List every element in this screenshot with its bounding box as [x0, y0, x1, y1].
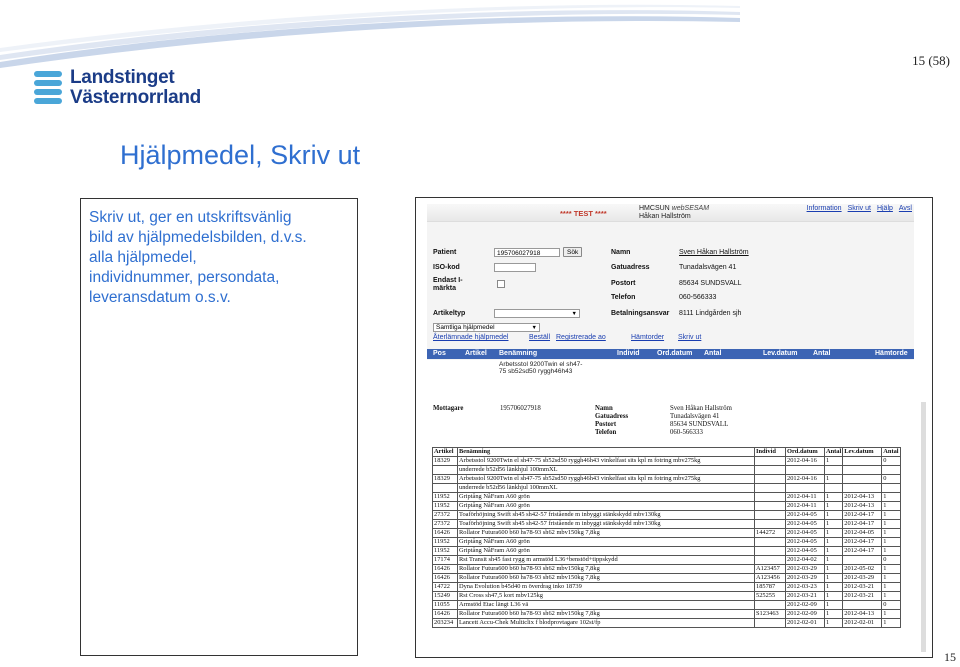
table-cell: 2012-04-17	[843, 520, 882, 529]
table-row	[433, 466, 901, 475]
table-cell: 18329	[433, 457, 458, 466]
table-cell: Rollator Futura600 b60 hs78-93 sh62 mbv150kg 7,8kg	[458, 529, 755, 538]
system-name: HMCSUN	[639, 205, 670, 212]
table-row	[433, 610, 901, 619]
table-cell	[843, 484, 882, 493]
patient-form	[427, 222, 914, 340]
table-cell: underrede b52d56 länkhjul 100mmXL	[458, 466, 755, 475]
logo-line-2: Västernorrland	[70, 87, 201, 108]
table-cell	[433, 484, 458, 493]
table-cell: Dyna Evolution b45d40 m överdrag inko 18739	[458, 583, 755, 592]
table-cell: 16426	[433, 565, 458, 574]
table-row	[433, 493, 901, 502]
table-row	[433, 529, 901, 538]
system-product: webSESAM	[671, 205, 710, 212]
search-button[interactable]: Sök	[563, 247, 582, 257]
table-cell: 2012-03-29	[786, 574, 825, 583]
table-cell: S123463	[755, 610, 786, 619]
table-row	[433, 574, 901, 583]
table-cell: 185787	[755, 583, 786, 592]
logo-waves-icon	[34, 69, 62, 107]
gatu-label: Gatuadress	[595, 413, 629, 420]
iso-label: ISO-kod	[433, 264, 460, 271]
table-cell: 0	[882, 457, 900, 466]
table-cell	[843, 556, 882, 565]
slide-number: 15	[944, 650, 956, 664]
endast-checkbox[interactable]	[497, 280, 505, 288]
telefon-label: Telefon	[595, 429, 617, 436]
table-cell: 2012-03-23	[786, 583, 825, 592]
description-line: Skriv ut, ger en utskriftsvänlig	[89, 209, 292, 226]
table-cell	[825, 484, 843, 493]
telefon-label: Telefon	[611, 294, 636, 301]
table-cell: 1	[825, 583, 843, 592]
table-cell: 2012-02-01	[843, 619, 882, 628]
nav-help[interactable]: Hjälp	[876, 205, 893, 212]
table-header	[427, 349, 914, 359]
table-cell: Rollator Futura600 b60 hs78-93 sh62 mbv150kg 7,8kg	[458, 610, 755, 619]
th-antal: Antal	[826, 448, 842, 455]
table-cell	[843, 466, 882, 475]
table-cell	[755, 457, 786, 466]
table-cell: 1	[825, 520, 843, 529]
table-cell: 1	[825, 493, 843, 502]
table-cell: 16426	[433, 529, 458, 538]
table-row	[433, 511, 901, 520]
table-cell: 2012-04-17	[843, 511, 882, 520]
table-row	[433, 583, 901, 592]
th-artikel: Artikel	[433, 448, 458, 457]
namn-label: Namn	[611, 249, 631, 256]
table-cell: 15249	[433, 592, 458, 601]
table-row	[433, 619, 901, 628]
table-row	[433, 502, 901, 511]
table-cell	[755, 556, 786, 565]
table-cell: 2012-04-05	[786, 529, 825, 538]
table-cell: 16426	[433, 574, 458, 583]
table-cell: 0	[882, 475, 900, 484]
table-row	[433, 484, 901, 493]
table-cell: 1	[825, 475, 843, 484]
table-row	[433, 538, 901, 547]
table-cell: 1	[882, 511, 900, 520]
table-cell	[755, 484, 786, 493]
table-cell: 2012-04-16	[786, 475, 825, 484]
table-row	[433, 601, 901, 610]
table-cell: 11952	[433, 538, 458, 547]
col-antal-2: Antal	[813, 350, 831, 357]
table-cell: 2012-04-11	[786, 502, 825, 511]
table-cell	[755, 493, 786, 502]
table-cell: 1	[825, 610, 843, 619]
table-cell: 2012-04-13	[843, 610, 882, 619]
table-cell: 1	[882, 520, 900, 529]
table-cell: 18329	[433, 475, 458, 484]
user-name: Håkan Hallström	[639, 213, 691, 220]
table-cell: Rollator Futura600 b60 hs78-93 sh62 mbv150kg 7,8kg	[458, 565, 755, 574]
artikeltyp-label: Artikeltyp	[433, 310, 466, 317]
table-cell: 1	[825, 601, 843, 610]
gatu-value: Tunadalsvägen 41	[670, 413, 720, 420]
table-cell: 2012-04-11	[786, 493, 825, 502]
table-cell: 2012-04-17	[843, 547, 882, 556]
table-cell: 11055	[433, 601, 458, 610]
postort-value: 85634 SUNDSVALL	[679, 280, 742, 287]
test-banner: **** TEST ****	[560, 209, 607, 218]
th-benamning: Benämning	[458, 448, 755, 457]
table-cell: underrede b52d56 länkhjul 100mmXL	[458, 484, 755, 493]
printout-table	[432, 447, 901, 628]
mottagare-value: 195706027918	[500, 405, 541, 412]
page-number: 15 (58)	[912, 53, 950, 68]
nav-exit[interactable]: Avsl	[898, 205, 912, 212]
header-swoosh	[0, 0, 960, 70]
table-cell: 2012-02-01	[786, 619, 825, 628]
table-cell	[786, 466, 825, 475]
table-cell: 16426	[433, 610, 458, 619]
table-cell: 1	[882, 493, 900, 502]
websesam-app	[427, 204, 914, 376]
table-cell	[843, 475, 882, 484]
table-cell: 14722	[433, 583, 458, 592]
endast-label-2: märkta	[433, 285, 456, 292]
table-cell: Rst Transit sh45 fast rygg m armstöd L36+benstöd+tippskydd	[458, 556, 755, 565]
table-cell	[755, 475, 786, 484]
table-cell	[843, 601, 882, 610]
table-cell: 1	[825, 565, 843, 574]
table-cell: Toaförhöjning Swift sh45 sh42-57 fristående m inbyggt stänkskydd mbv130kg	[458, 511, 755, 520]
table-row	[433, 475, 901, 484]
patient-label: Patient	[433, 249, 457, 256]
table-cell	[882, 484, 900, 493]
table-cell: 1	[825, 457, 843, 466]
app-header	[427, 204, 914, 222]
filter-select[interactable]	[433, 323, 540, 332]
table-row	[433, 547, 901, 556]
table-cell: Toaförhöjning Swift sh45 sh42-57 fristående m inbyggt stänkskydd mbv130kg	[458, 520, 755, 529]
table-cell: 2012-03-29	[786, 565, 825, 574]
table-cell: 1	[882, 547, 900, 556]
table-cell: 1	[825, 619, 843, 628]
logo-line-1: Landstinget	[70, 67, 175, 88]
table-cell: 17174	[433, 556, 458, 565]
system-info	[639, 205, 709, 221]
table-cell	[755, 502, 786, 511]
table-cell	[786, 484, 825, 493]
table-cell: 2012-04-05	[786, 538, 825, 547]
link-registered[interactable]: Registrerade ao	[556, 334, 606, 341]
th-orddatum: Ord.datum	[786, 448, 825, 457]
table-cell: 2012-04-17	[843, 538, 882, 547]
table-cell: 1	[882, 619, 900, 628]
table-cell: 11952	[433, 493, 458, 502]
table-cell: 1	[825, 574, 843, 583]
table-cell: 1	[882, 538, 900, 547]
table-cell: 1	[882, 574, 900, 583]
table-cell: 2012-03-21	[843, 592, 882, 601]
top-nav	[807, 205, 912, 212]
table-cell	[882, 466, 900, 475]
table-row	[433, 592, 901, 601]
col-levdatum: Lev.datum	[763, 350, 798, 357]
postort-label: Postort	[611, 280, 636, 287]
table-cell: A123457	[755, 565, 786, 574]
table-cell	[825, 466, 843, 475]
namn-label: Namn	[595, 405, 613, 412]
table-cell: Lancett Accu-Chek Multiclix f blodprovtagare 102st/fp	[458, 619, 755, 628]
table-cell	[755, 511, 786, 520]
table-row[interactable]	[427, 360, 914, 376]
link-pickup[interactable]: Hämtorder	[631, 334, 665, 341]
table-cell: 2012-04-05	[786, 511, 825, 520]
table-cell: 27372	[433, 520, 458, 529]
table-cell: 2012-04-13	[843, 493, 882, 502]
table-cell: 0	[882, 601, 900, 610]
table-cell	[755, 601, 786, 610]
printout	[427, 402, 926, 652]
nav-information[interactable]: Information	[806, 205, 842, 212]
table-cell: 1	[882, 565, 900, 574]
description-line: bild av hjälpmedelsbilden, d.v.s.	[89, 229, 307, 246]
gatu-value: Tunadalsvägen 41	[679, 264, 737, 271]
row-text: Arbetsstol 9200Twin el sh47-	[499, 361, 583, 368]
table-cell	[843, 457, 882, 466]
description-line: individnummer, persondata,	[89, 269, 280, 286]
table-cell: 2012-03-21	[843, 583, 882, 592]
table-cell: 2012-02-09	[786, 610, 825, 619]
table-cell: Griptång NåFram A60 grön	[458, 493, 755, 502]
table-row	[433, 556, 901, 565]
gatu-label: Gatuadress	[611, 264, 650, 271]
table-cell	[755, 619, 786, 628]
table-cell: Rst Cross sh47,5 kort mbv125kg	[458, 592, 755, 601]
table-cell: 1	[825, 529, 843, 538]
table-cell: 1	[825, 511, 843, 520]
table-cell: 2012-02-09	[786, 601, 825, 610]
logo-text	[70, 68, 201, 108]
table-cell: 0	[882, 556, 900, 565]
col-benamning: Benämning	[499, 350, 538, 357]
filter-value: Samtliga hjälpmedel	[436, 324, 495, 331]
postort-value: 85634 SUNDSVALL	[670, 421, 729, 428]
table-cell: 1	[825, 502, 843, 511]
th-individ: Individ	[755, 448, 786, 457]
link-print[interactable]: Skriv ut	[678, 334, 702, 341]
printout-header-row	[433, 448, 901, 457]
table-cell: Griptång NåFram A60 grön	[458, 547, 755, 556]
table-cell: 1	[882, 583, 900, 592]
th-levdatum: Lev.datum	[843, 448, 882, 457]
table-cell: 2012-04-16	[786, 457, 825, 466]
col-antal: Antal	[704, 350, 722, 357]
table-cell: 11952	[433, 547, 458, 556]
table-cell: 2012-04-05	[843, 529, 882, 538]
chevron-down-icon: ▼	[571, 311, 577, 317]
table-cell: 2012-03-29	[843, 574, 882, 583]
chevron-down-icon: ▼	[531, 325, 537, 331]
table-cell: 11952	[433, 502, 458, 511]
slide-title: Hjälpmedel, Skriv ut	[120, 140, 361, 170]
table-cell: 2012-04-02	[786, 556, 825, 565]
table-row	[433, 457, 901, 466]
table-cell	[755, 520, 786, 529]
table-cell: 1	[825, 547, 843, 556]
table-cell: Griptång NåFram A60 grön	[458, 502, 755, 511]
table-cell: 1	[882, 529, 900, 538]
th-antal-2: Antal	[883, 448, 899, 455]
table-cell: 525255	[755, 592, 786, 601]
table-cell: 2012-03-21	[786, 592, 825, 601]
betalning-label: Betalningsansvar	[611, 310, 670, 317]
patient-input[interactable]: 195706027918	[494, 248, 560, 257]
table-cell: Arbetsstol 9200Twin el sh47-75 sb52sd50 ryggh46h43 vinkelfast sits kpl m fotring mbv275kg	[458, 457, 755, 466]
telefon-value: 060-566333	[670, 429, 703, 436]
table-cell: Rollator Futura600 b60 hs78-93 sh62 mbv150kg 7,8kg	[458, 574, 755, 583]
nav-print[interactable]: Skriv ut	[847, 205, 871, 212]
link-returned[interactable]: Återlämnade hjälpmedel	[433, 334, 509, 341]
table-cell: A123456	[755, 574, 786, 583]
link-order[interactable]: Beställ	[529, 334, 551, 341]
table-cell: 2012-05-02	[843, 565, 882, 574]
col-individ: Individ	[617, 350, 640, 357]
table-cell	[755, 538, 786, 547]
col-hamtorder: Hämtorde	[875, 350, 908, 357]
artikeltyp-select[interactable]	[494, 309, 580, 318]
table-cell: Griptång NåFram A60 grön	[458, 538, 755, 547]
col-orddatum: Ord.datum	[657, 350, 693, 357]
betalning-value: 8111 Lindgården sjh	[679, 310, 742, 317]
table-cell: Armstöd Etac längt L36 vä	[458, 601, 755, 610]
telefon-value: 060-566333	[679, 294, 717, 301]
description-line: leveransdatum o.s.v.	[89, 289, 231, 306]
namn-value[interactable]: Sven Håkan Hallström	[679, 249, 749, 256]
table-cell: 2012-04-05	[786, 520, 825, 529]
table-cell: 2012-04-05	[786, 547, 825, 556]
table-cell	[755, 547, 786, 556]
description-box	[80, 198, 358, 656]
postort-label: Postort	[595, 421, 617, 428]
table-cell: 1	[882, 592, 900, 601]
table-cell: 1	[882, 610, 900, 619]
table-row	[433, 565, 901, 574]
row-text: 75 sb52sd50 ryggh46h43	[499, 368, 573, 375]
description-line: alla hjälpmedel,	[89, 249, 197, 266]
table-cell: 1	[825, 556, 843, 565]
iso-input[interactable]	[494, 263, 536, 272]
printout-body	[433, 457, 901, 628]
table-cell: 2012-04-13	[843, 502, 882, 511]
table-cell: 1	[882, 502, 900, 511]
mottagare-label: Mottagare	[433, 405, 464, 412]
table-cell	[755, 466, 786, 475]
table-cell: 27372	[433, 511, 458, 520]
table-cell	[433, 466, 458, 475]
table-cell: 1	[825, 592, 843, 601]
namn-value: Sven Håkan Hallström	[670, 405, 732, 412]
screenshot-frame	[415, 197, 933, 658]
endast-label: Endast I-	[433, 277, 463, 284]
table-row	[433, 520, 901, 529]
logo	[34, 68, 201, 108]
table-cell: 203234	[433, 619, 458, 628]
table-cell: 144272	[755, 529, 786, 538]
table-cell: 1	[825, 538, 843, 547]
col-pos: Pos	[433, 350, 446, 357]
table-cell: Arbetsstol 9200Twin el sh47-75 sb52sd50 ryggh46h43 vinkelfast sits kpl m fotring mbv275kg	[458, 475, 755, 484]
col-artikel: Artikel	[465, 350, 487, 357]
